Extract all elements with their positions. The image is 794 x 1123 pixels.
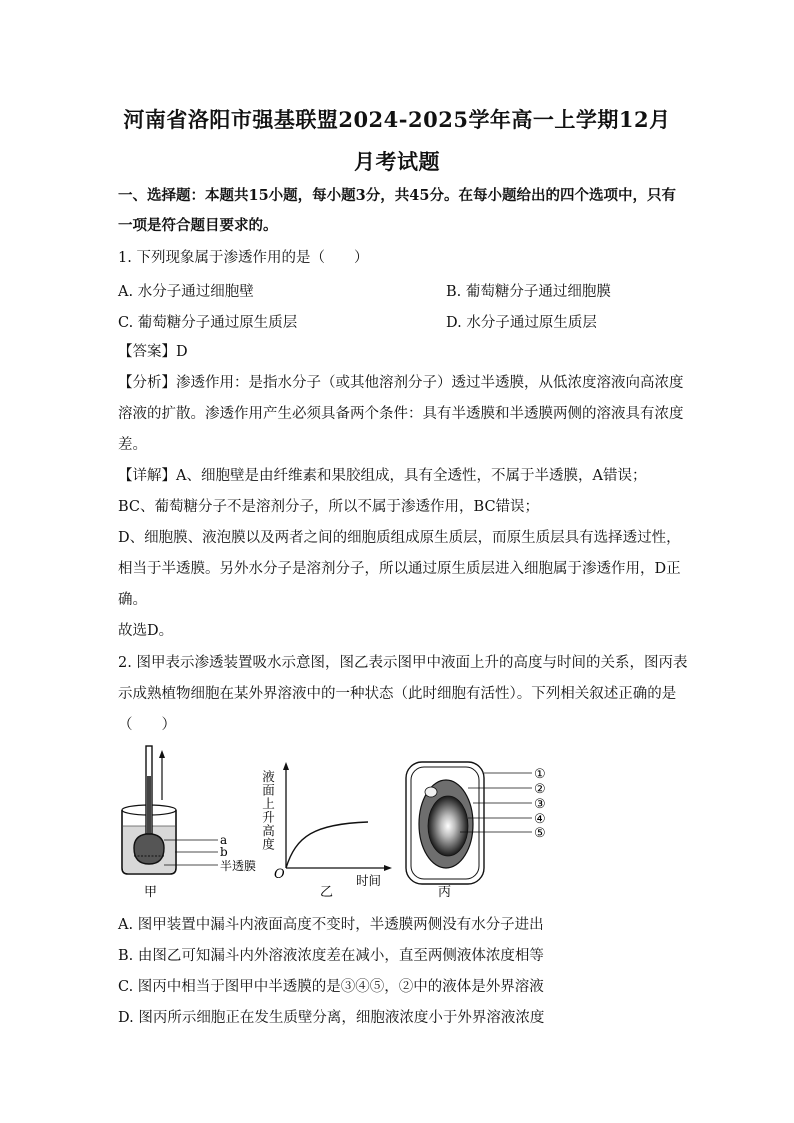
q1-detail-line2: BC、葡萄糖分子不是溶剂分子，所以不属于渗透作用，BC错误； bbox=[118, 499, 540, 515]
caption-yi: 乙 bbox=[320, 885, 334, 900]
label-b: b bbox=[220, 845, 228, 859]
figure-yi bbox=[261, 762, 393, 900]
bing-label-4: ④ bbox=[534, 812, 546, 827]
q2-option-b: B. 由图乙可知漏斗内外溶液浓度差在减小，直至两侧液体浓度相等 bbox=[118, 948, 544, 964]
doc-title-line2: 月考试题 bbox=[354, 149, 440, 174]
caption-bing: 丙 bbox=[438, 885, 452, 900]
figure-jia bbox=[122, 746, 256, 900]
bing-label-2: ② bbox=[534, 782, 546, 797]
q1-stem: 1. 下列现象属于渗透作用的是（ ） bbox=[118, 250, 369, 266]
q2-figure bbox=[118, 740, 578, 900]
q1-analysis-line2: 溶液的扩散。渗透作用产生必须具备两个条件：具有半透膜和半透膜两侧的溶液具有浓度 bbox=[118, 406, 684, 422]
vacuole bbox=[428, 796, 468, 856]
q2-stem-line3: （ ） bbox=[118, 717, 176, 733]
label-membrane: 半透膜 bbox=[220, 859, 257, 873]
rise-arrow-head bbox=[159, 750, 165, 758]
q1-analysis-line3: 差。 bbox=[118, 437, 147, 453]
label-a: a bbox=[220, 833, 228, 847]
section-header-cont: 一项是符合题目要求的。 bbox=[118, 217, 278, 234]
q2-option-d: D. 图丙所示细胞正在发生质壁分离，细胞液浓度小于外界溶液浓度 bbox=[118, 1010, 545, 1026]
q1-analysis-line1: 【分析】渗透作用：是指水分子（或其他溶剂分子）透过半透膜，从低浓度溶液向高浓度 bbox=[118, 375, 684, 391]
q1-conclusion: 故选D。 bbox=[118, 623, 174, 639]
bing-label-5: ⑤ bbox=[534, 826, 546, 841]
q2-option-a: A. 图甲装置中漏斗内液面高度不变时，半透膜两侧没有水分子进出 bbox=[118, 917, 544, 933]
bing-label-1: ① bbox=[534, 767, 546, 782]
tube-liquid bbox=[147, 776, 151, 834]
q1-detail-line3: D、细胞膜、液泡膜以及两者之间的细胞质组成原生质层，而原生质层具有选择透过性， bbox=[118, 530, 681, 546]
funnel-bulb bbox=[134, 834, 164, 864]
caption-jia: 甲 bbox=[144, 885, 158, 900]
doc-title-line1: 河南省洛阳市强基联盟2024-2025学年高一上学期12月 bbox=[123, 107, 671, 132]
q1-detail-line1: 【详解】A、细胞壁是由纤维素和果胶组成，具有全透性，不属于半透膜，A错误； bbox=[118, 468, 647, 484]
yi-origin: O bbox=[274, 867, 285, 882]
yi-curve bbox=[286, 822, 368, 868]
q2-stem-line2: 示成熟植物细胞在某外界溶液中的一种状态（此时细胞有活性）。下列相关叙述正确的是 bbox=[118, 686, 677, 702]
bing-label-3: ③ bbox=[534, 797, 546, 812]
q1-option-a: A. 水分子通过细胞壁 bbox=[118, 284, 254, 300]
q2-stem-line1: 2. 图甲表示渗透装置吸水示意图，图乙表示图甲中液面上升的高度与时间的关系，图丙表 bbox=[118, 655, 688, 671]
yi-xlabel: 时间 bbox=[356, 873, 382, 888]
q1-detail-line5: 确。 bbox=[118, 592, 147, 608]
q1-option-c: C. 葡萄糖分子通过原生质层 bbox=[118, 315, 298, 331]
section-header: 一、选择题：本题共15小题，每小题3分，共45分。在每小题给出的四个选项中，只有 bbox=[118, 187, 676, 204]
q2-option-c: C. 图丙中相当于图甲中半透膜的是③④⑤，②中的液体是外界溶液 bbox=[118, 979, 544, 995]
q1-option-d: D. 水分子通过原生质层 bbox=[446, 315, 597, 331]
yi-ylabel: 液面上升高度 bbox=[260, 770, 276, 851]
nucleus bbox=[425, 787, 437, 797]
q1-detail-line4: 相当于半透膜。另外水分子是溶剂分子，所以通过原生质层进入细胞属于渗透作用，D正 bbox=[118, 561, 681, 577]
figure-bing bbox=[406, 762, 546, 900]
q1-option-b: B. 葡萄糖分子通过细胞膜 bbox=[446, 284, 611, 300]
yi-x-arrow bbox=[384, 865, 392, 871]
yi-y-arrow bbox=[283, 762, 289, 770]
q1-answer: 【答案】D bbox=[118, 344, 188, 360]
